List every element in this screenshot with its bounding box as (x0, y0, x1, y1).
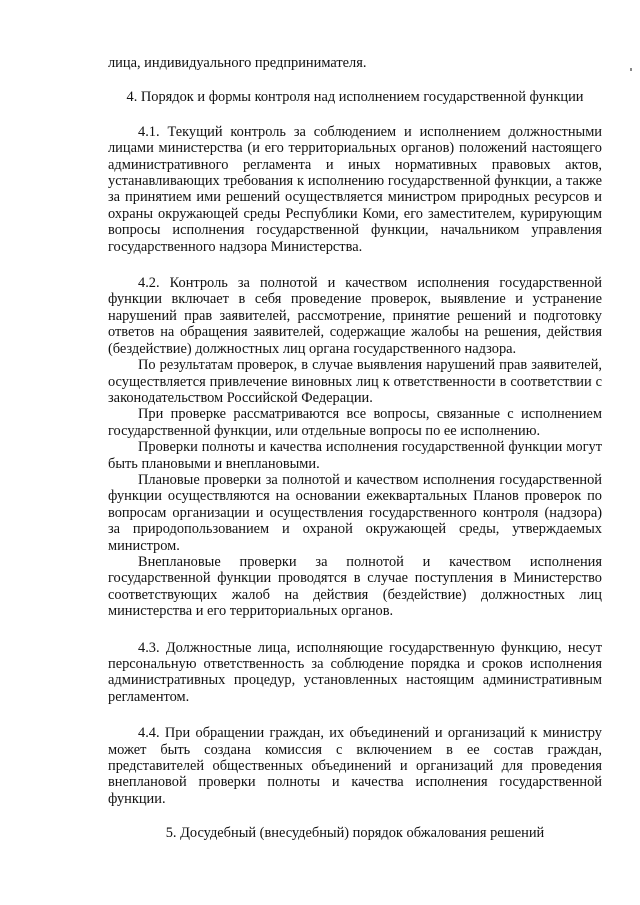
paragraph-4-3: 4.3. Должностные лица, исполняющие государственную функцию, несут персональную ответственность за соблюдение порядка и сроков исполнения административных процедур, установленных настоящим административным регламентом. (108, 639, 602, 705)
paragraph-4-2-planned: Плановые проверки за полнотой и качеством исполнения государственной функции осуществляются на основании ежеквартальных Планов проверок по вопросам организации и осуществления государственного контроля (надзора) за природопользованием и охраной окружающей среды, утверждаемых министром. (108, 471, 602, 554)
paragraph-4-4: 4.4. При обращении граждан, их объединений и организаций к министру может быть создана комиссия с включением в ее состав граждан, представителей общественных объединений и организаций для проведения внеплановой проверки полноты и качества исполнения государственной функции. (108, 725, 602, 807)
section-4-heading: 4. Порядок и формы контроля над исполнением государственной функции (126, 89, 584, 106)
section-5-heading: 5. Досудебный (внесудебный) порядок обжалования решений (165, 825, 545, 842)
paragraph-4-2-scope: При проверке рассматриваются все вопросы, связанные с исполнением государственной функции, или отдельные вопросы по ее исполнению. (108, 406, 602, 439)
paragraph-4-2-results: По результатам проверок, в случае выявления нарушений прав заявителей, осуществляется привлечение виновных лиц к ответственности в соответствии с законодательством Российской Федерации. (108, 357, 602, 406)
paragraph-4-1: 4.1. Текущий контроль за соблюдением и исполнением должностными лицами министерства (и его территориальных органов) положений настоящего административного регламента и иных нормативных правовых актов, устанавливающих требования к исполнению государственной функции, а также за принятием ими решений осуществляется министром природных ресурсов и охраны окружающей среды Республики Коми, его заместителем, курирующим вопросы исполнения государственной функции, начальником управления государственного надзора Министерства. (108, 123, 602, 255)
paragraph-4-2: 4.2. Контроль за полнотой и качеством исполнения государственной функции включает в себя проведение проверок, выявление и устранение нарушений прав заявителей, рассмотрение, принятие решений и подготовку ответов на обращения заявителей, содержащие жалобы на решения, действия (бездействие) должностных лиц органа государственного надзора. (108, 275, 602, 357)
document-body (108, 55, 602, 842)
paragraph-4-2-unplanned: Внеплановые проверки за полнотой и качеством исполнения государственной функции проводятся в случае поступления в Министерство соответствующих жалоб на действия (бездействие) должностных лиц министерства и его территориальных органов. (108, 553, 602, 620)
scan-mark (630, 68, 632, 71)
paragraph-4-2-types: Проверки полноты и качества исполнения государственной функции могут быть плановыми и внеплановыми. (108, 439, 602, 472)
continuation-line: лица, индивидуального предпринимателя. (108, 55, 367, 71)
